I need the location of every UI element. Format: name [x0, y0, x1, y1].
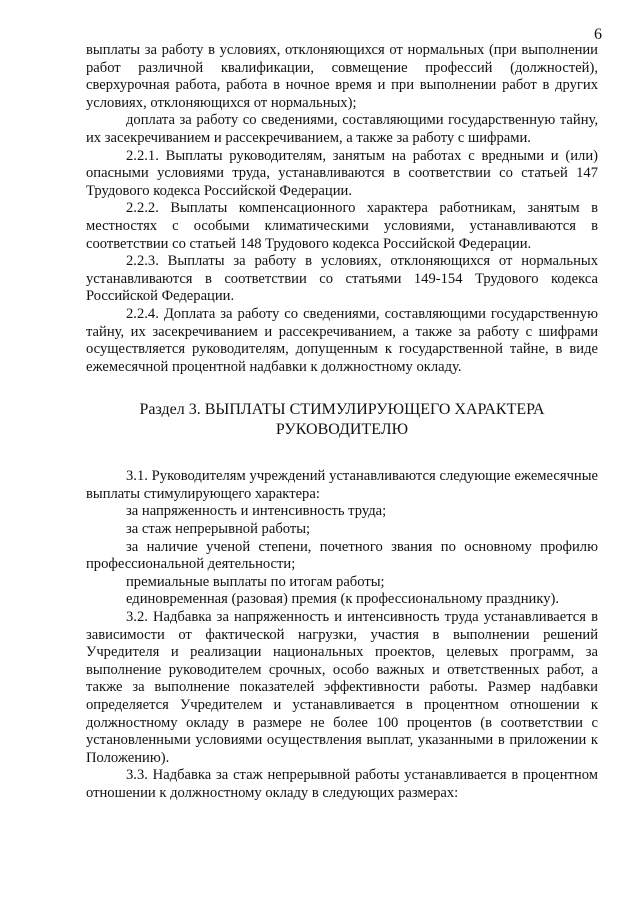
list-item: за напряженность и интенсивность труда;	[126, 503, 387, 520]
paragraph-3-1: 3.1. Руководителям учреждений устанавливаются следующие ежемесячные выплаты стимулирующего характера:	[86, 468, 598, 502]
section-heading	[86, 400, 598, 440]
list-item: единовременная (разовая) премия (к профессиональному празднику).	[126, 591, 560, 608]
page-number: 6	[594, 26, 602, 43]
paragraph-3-2: 3.2. Надбавка за напряженность и интенсивность труда устанавливается в зависимости от фактической нагрузки, участия в выполнении решений Учредителя и реализации национальных проектов, целевых программ, за выполнение руководителем срочных, особо важных и ответственных работ, а также за выполнение показателей эффективности работы. Размер надбавки определяется Учредителем и устанавливается в процентном отношении к должностному окладу в размере не более 100 процентов (в соответствии с установленными условиями осуществления выплат, указанными в приложении к Положению).	[86, 609, 598, 766]
section-heading-line-2: РУКОВОДИТЕЛЮ	[275, 421, 409, 439]
paragraph-2-2-3: 2.2.3. Выплаты за работу в условиях, отклоняющихся от нормальных устанавливаются в соответствии со статьями 149-154 Трудового кодекса Российской Федерации.	[86, 253, 598, 305]
document-body	[86, 42, 598, 803]
paragraph-continuation: выплаты за работу в условиях, отклоняющихся от нормальных (при выполнении работ различной квалификации, совмещение профессий (должностей), сверхурочная работа, работа в ночное время и при выполнении работ в других условиях, отклоняющихся от нормальных);	[86, 42, 598, 111]
list-item: за стаж непрерывной работы;	[126, 521, 311, 538]
list-item: премиальные выплаты по итогам работы;	[126, 573, 385, 590]
paragraph-2-2-2: 2.2.2. Выплаты компенсационного характера работникам, занятым в местностях с особыми климатическими условиями, устанавливаются в соответствии со статьей 148 Трудового кодекса Российской Федерации.	[86, 200, 598, 252]
section-heading-line-1: Раздел 3. ВЫПЛАТЫ СТИМУЛИРУЮЩЕГО ХАРАКТЕРА	[139, 401, 545, 419]
paragraph-2-2-1: 2.2.1. Выплаты руководителям, занятым на работах с вредными и (или) опасными условиями труда, устанавливаются в соответствии со статьей 147 Трудового кодекса Российской Федерации.	[86, 147, 598, 199]
paragraph-secret-work: доплата за работу со сведениями, составляющими государственную тайну, их засекречиванием и рассекречиванием, а также за работу с шифрами.	[86, 112, 598, 146]
paragraph-2-2-4: 2.2.4. Доплата за работу со сведениями, составляющими государственную тайну, их засекречиванием и рассекречиванием, а также за работу с шифрами осуществляется руководителям, допущенным к государственной тайне, в виде ежемесячной процентной надбавки к должностному окладу.	[86, 305, 598, 375]
paragraph-3-3: 3.3. Надбавка за стаж непрерывной работы устанавливается в процентном отношении к должностному окладу в следующих размерах:	[86, 767, 598, 801]
list-item: за наличие ученой степени, почетного звания по основному профилю профессиональной деятельности;	[86, 538, 598, 573]
